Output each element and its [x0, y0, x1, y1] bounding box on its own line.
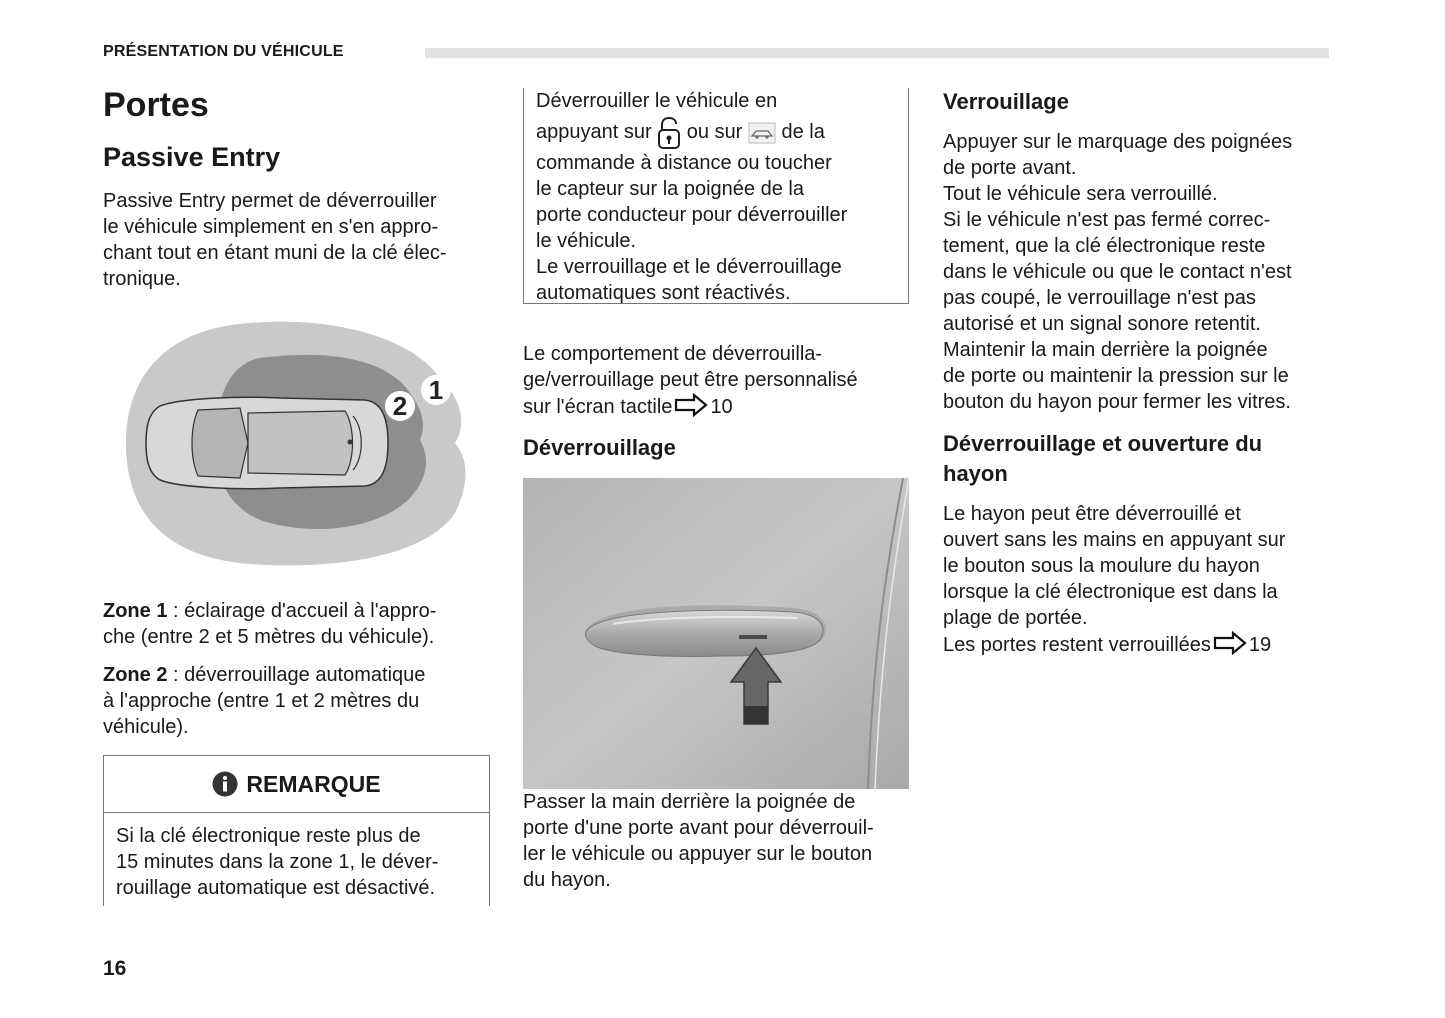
custom-line: ge/verrouillage peut être personnalisé [523, 369, 858, 391]
photo-caption [523, 789, 913, 893]
hatch-title-line: Déverrouillage et ouverture du [943, 431, 1263, 456]
lock-paragraph [943, 129, 1338, 415]
custom-line: Le comportement de déverrouilla- [523, 343, 823, 365]
hatch-paragraph [943, 501, 1338, 658]
intro-paragraph [103, 188, 493, 292]
lock-line: Si le véhicule n'est pas fermé correc- [943, 209, 1271, 231]
box-line: automatiques sont réactivés. [536, 282, 791, 304]
lock-line: Tout le véhicule sera verrouillé. [943, 183, 1218, 205]
unlock-padlock-icon [657, 116, 681, 150]
tailgate-icon [748, 122, 776, 144]
unlock-title: Déverrouillage [523, 435, 676, 460]
zone-1-number: 1 [428, 375, 444, 405]
zone-1-text: : éclairage d'accueil à l'appro- [167, 600, 437, 622]
lock-line: Appuyer sur le marquage des poignées [943, 131, 1293, 153]
zone-2-label: Zone 2 [103, 664, 168, 686]
page-number: 16 [103, 957, 127, 980]
door-handle-icon [586, 610, 823, 656]
zone-2-text: véhicule). [103, 716, 189, 738]
hatch-title-line: hayon [943, 461, 1008, 486]
section-label: PRÉSENTATION DU VÉHICULE [103, 43, 344, 60]
remarque-title: REMARQUE [246, 770, 381, 797]
zone-2-description [103, 662, 493, 740]
zone-2-text: : déverrouillage automatique [167, 664, 426, 686]
lock-line: bouton du hayon pour fermer les vitres. [943, 391, 1291, 413]
unlock-continued-box [523, 88, 909, 304]
caption-line: ler le véhicule ou appuyer sur le bouton [523, 843, 873, 865]
caption-line: Passer la main derrière la poignée de [523, 791, 856, 813]
zone-1-text: che (entre 2 et 5 mètres du véhicule). [103, 626, 435, 648]
lock-line: dans le véhicule ou que le contact n'est [943, 261, 1292, 283]
lock-line: tement, que la clé électronique reste [943, 235, 1266, 257]
zone-2-number: 2 [392, 391, 408, 421]
door-handle-photo [523, 478, 909, 789]
remarque-box [103, 755, 490, 906]
lock-title: Verrouillage [943, 89, 1069, 114]
hatch-line: Le hayon peut être déverrouillé et [943, 503, 1241, 525]
hatch-title [943, 429, 1338, 489]
lock-line: de porte ou maintenir la pression sur le [943, 365, 1289, 387]
page-ref-arrow-icon [674, 393, 708, 417]
box-line: Déverrouiller le véhicule en [536, 90, 778, 112]
section-title-passive-entry: Passive Entry [103, 142, 281, 172]
box-line: appuyant sur ou sur de la [536, 114, 896, 150]
hatch-line: le bouton sous la moulure du hayon [943, 555, 1260, 577]
lock-line: pas coupé, le verrouillage n'est pas [943, 287, 1256, 309]
customization-paragraph [523, 341, 913, 420]
intro-line: chant tout en étant muni de la clé élec- [103, 242, 447, 264]
hatch-line: lorsque la clé électronique est dans la [943, 581, 1278, 603]
box-line: le capteur sur la poignée de la [536, 178, 804, 200]
caption-line: porte d'une porte avant pour déverrouil- [523, 817, 874, 839]
custom-line: sur l'écran tactile 10 [523, 393, 913, 420]
remarque-line: Si la clé électronique reste plus de [116, 825, 421, 847]
remarque-line: 15 minutes dans la zone 1, le déver- [116, 851, 439, 873]
hatch-line: plage de portée. [943, 607, 1088, 629]
caption-line: du hayon. [523, 869, 611, 891]
info-icon [212, 771, 238, 797]
box-line: Le verrouillage et le déverrouillage [536, 256, 842, 278]
page-ref-link[interactable]: 19 [1248, 634, 1272, 656]
zone-2-text: à l'approche (entre 1 et 2 mètres du [103, 690, 420, 712]
lock-line: autorisé et un signal sonore retentit. [943, 313, 1261, 335]
zone-1-description [103, 598, 493, 650]
box-line: le véhicule. [536, 230, 637, 252]
page-title: Portes [103, 86, 209, 124]
intro-line: tronique. [103, 268, 181, 290]
header-rule [425, 48, 1329, 58]
remarque-header [104, 756, 489, 813]
box-line: commande à distance ou toucher [536, 152, 832, 174]
car-top-view-icon [146, 397, 388, 488]
intro-line: le véhicule simplement en s'en appro- [103, 216, 439, 238]
zones-figure [120, 318, 475, 568]
hatch-line: Les portes restent verrouillées 19 [943, 631, 1338, 658]
remarque-text [104, 813, 489, 911]
lock-line: Maintenir la main derrière la poignée [943, 339, 1268, 361]
box-line: porte conducteur pour déverrouiller [536, 204, 848, 226]
page-ref-link[interactable]: 10 [710, 396, 733, 418]
page-ref-arrow-icon [1213, 631, 1247, 655]
hatch-line: ouvert sans les mains en appuyant sur [943, 529, 1286, 551]
zone-1-label: Zone 1 [103, 600, 168, 622]
intro-line: Passive Entry permet de déverrouiller [103, 190, 437, 212]
remarque-line: rouillage automatique est désactivé. [116, 877, 436, 899]
lock-line: de porte avant. [943, 157, 1077, 179]
